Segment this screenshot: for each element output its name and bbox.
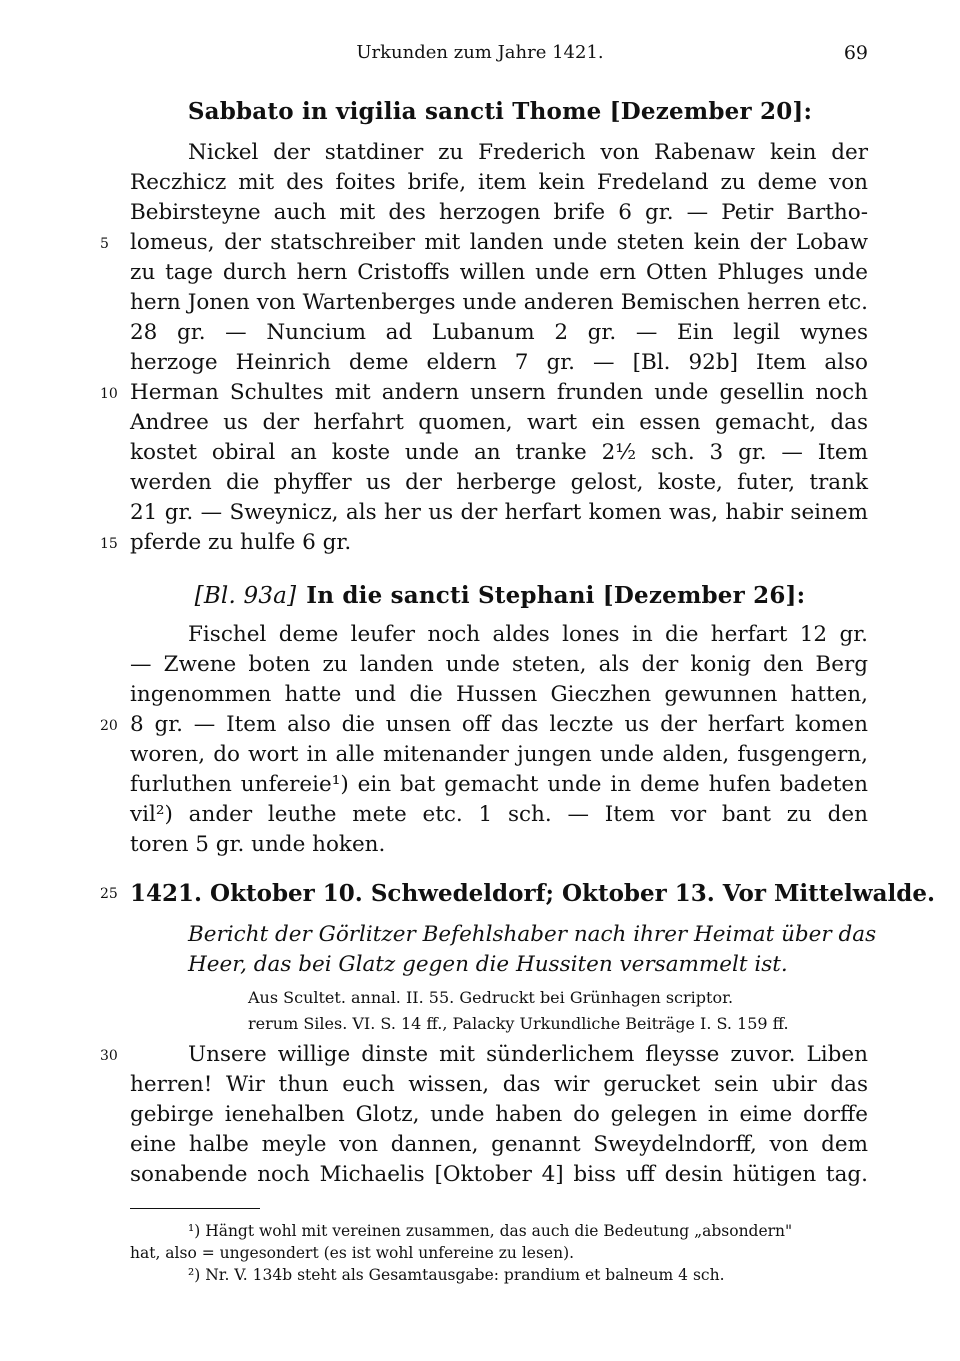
section-heading-text: In die sancti Stephani [Dezember 26]: <box>306 582 806 609</box>
text-line: Andree us der herfahrt quomen, wart ein essen gemacht, das <box>130 410 868 435</box>
text-line: Unsere willige dinste mit sünderlichem fleysse zuvor. Liben <box>188 1042 868 1067</box>
footnote: hat, also = ungesondert (es ist wohl unfereine zu lesen). <box>130 1244 575 1262</box>
summary-line: Bericht der Görlitzer Befehlshaber nach ihrer Heimat über das <box>188 922 877 947</box>
text-line: Bebirsteyne auch mit des herzogen brife 6 gr. — Petir Bartho- <box>130 200 868 225</box>
text-line: ingenommen hatte und die Hussen Gieczhen gewunnen hatten, <box>130 682 868 707</box>
text-line: woren, do wort in alle mitenander jungen unde alden, fusgengern, <box>130 742 868 767</box>
text-line: vil²) ander leuthe mete etc. 1 sch. — Item vor bant zu den <box>130 802 868 827</box>
source-line: Aus Scultet. annal. II. 55. Gedruckt bei Grünhagen scriptor. <box>248 988 734 1007</box>
line-number: 30 <box>100 1048 118 1064</box>
text-line: hern Jonen von Wartenberges unde anderen Bemischen herren etc. <box>130 290 868 315</box>
text-line: 28 gr. — Nuncium ad Lubanum 2 gr. — Ein legil wynes <box>130 320 868 345</box>
text-line: werden die phyffer us der herberge gelost, koste, futer, trank <box>130 470 868 495</box>
document-date-heading: 1421. Oktober 10. Schwedeldorf; Oktober 13. Vor Mittelwalde. <box>130 880 935 907</box>
text-line: herzoge Heinrich deme eldern 7 gr. — [Bl. 92b] Item also <box>130 350 868 375</box>
footnote: ¹) Hängt wohl mit vereinen zusammen, das auch die Bedeutung „absondern" <box>188 1222 793 1240</box>
text-line: 21 gr. — Sweynicz, als her us der herfart komen was, habir seinem <box>130 500 868 525</box>
page-number: 69 <box>843 42 868 64</box>
text-line: Fischel deme leufer noch aldes lones in die herfart 12 gr. <box>188 622 868 647</box>
line-number: 20 <box>100 718 118 734</box>
text-line: — Zwene boten zu landen unde steten, als der konig den Berg <box>130 652 868 677</box>
section-heading-thome: Sabbato in vigilia sancti Thome [Dezember 20]: <box>187 98 813 125</box>
line-number: 5 <box>100 236 109 252</box>
text-line: zu tage durch hern Cristoffs willen unde ern Otten Phluges unde <box>130 260 868 285</box>
text-line: pferde zu hulfe 6 gr. <box>130 530 352 555</box>
text-line: furluthen unfereie¹) ein bat gemacht unde in deme hufen badeten <box>130 772 868 797</box>
summary-line: Heer, das bei Glatz gegen die Hussiten versammelt ist. <box>188 952 788 977</box>
line-number: 15 <box>100 536 118 552</box>
text-line: kostet obiral an koste unde an tranke 2½ sch. 3 gr. — Item <box>130 440 868 465</box>
footnote-divider <box>130 1208 260 1209</box>
section-heading-stephani <box>130 582 870 609</box>
text-line: eine halbe meyle von dannen, genannt Sweydelndorff, von dem <box>130 1132 868 1157</box>
running-title: Urkunden zum Jahre 1421. <box>356 42 604 63</box>
text-line: Reczhicz mit des foites brife, item kein Fredeland zu deme von <box>130 170 868 195</box>
footnote: ²) Nr. V. 134b steht als Gesamtausgabe: prandium et balneum 4 sch. <box>188 1266 725 1284</box>
text-line: herren! Wir thun euch wissen, das wir gerucket sein ubir das <box>130 1072 868 1097</box>
text-line: toren 5 gr. unde hoken. <box>130 832 386 857</box>
line-number: 25 <box>100 886 118 902</box>
text-line: 8 gr. — Item also die unsen off das leczte us der herfart komen <box>130 712 868 737</box>
text-line: Herman Schultes mit andern unsern frunden unde gesellin noch <box>130 380 868 405</box>
line-number: 10 <box>100 386 118 402</box>
text-line: gebirge ienehalben Glotz, unde haben do gelegen in eime dorffe <box>130 1102 868 1127</box>
source-line: rerum Siles. VI. S. 14 ff., Palacky Urkundliche Beiträge I. S. 159 ff. <box>248 1014 789 1033</box>
folio-reference: [Bl. 93a] <box>194 583 297 609</box>
text-line: sonabende noch Michaelis [Oktober 4] biss uff desin hütigen tag. <box>130 1162 868 1187</box>
text-line: lomeus, der statschreiber mit landen unde steten kein der Lobaw <box>130 230 868 255</box>
text-line: Nickel der statdiner zu Frederich von Rabenaw kein der <box>188 140 868 165</box>
